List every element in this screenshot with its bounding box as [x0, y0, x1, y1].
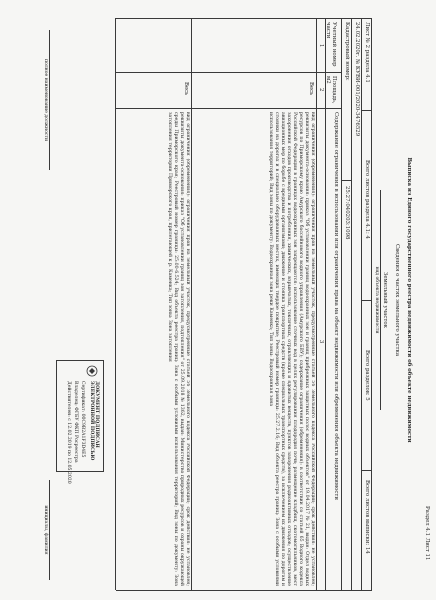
sheet-number: Лист № 2 раздела 4.1 — [364, 22, 370, 83]
col-header-number: Учетный номер части — [324, 22, 337, 67]
sheet-reference: Раздел 4.1 Лист 11 — [424, 506, 430, 561]
cadastral-label: Кадастровый номер: — [344, 22, 350, 81]
object-kind: Земельный участок — [382, 271, 388, 329]
stamp-owner: Владелец: ФГБУ ФКП Росреестра — [73, 381, 78, 463]
electronic-signature-stamp — [56, 360, 104, 484]
row-2-area: Весь — [183, 82, 189, 96]
row-1-content: вид ограничения (обременения): ограничения прав на земельный участок, предусмотренные статьей 56 Земельного кодекса Российской Федерации; срок действия: не установлен; реквизиты документа-основания: приказ "Об установлении границ водоохранных зон и границ прибрежных защитных полос водных объектов" от 19.04.2017 № 21, выдан: Отдел водных ресурсов по Приморскому краю Амурского бассейнового водного управления (Амурского БВУ); содержание ограничения (обременения): в соответствии со статьей 65 Водного кодекса Российской Федерации в границах водоохранных зон запрещаются: использование сточных вод в целях регулирования плодородия почв; размещение кладбищ, скотомогильников, мест захоронения отходов производства и потребления, химических, взрывчатых, токсичных, отравляющих и ядовитых веществ, пунктов захоронения радиоактивных отходов; осуществление авиационных мер по борьбе с вредными организмами; движение и стоянка транспортных средств (кроме специальных транспортных средств), за исключением их движения по дорогам и стоянки на дорогах и в специально оборудованных местах, имеющих твердое покрытие; Реестровый номер границы: 25.27.2.16; Вид объекта реестра границ: Зона с особыми условиями использования территорий; Вид зоны по документу: Водоохранная зона реки Каменка; Тип зоны: Водоохранная зона — [268, 112, 315, 586]
cadastral-number: 25:27:040203:1098 — [344, 186, 350, 240]
row-2-content: вид ограничения (обременения): ограничения прав на земельный участок, предусмотренные статьей 56 Земельного кодекса Российской Федерации; срок действия: не установлен; реквизиты документа-основания: приказ "Об установлении границ зон затопления, подтопления" от 25.09.2018 № 1362, выдан: Министерство природных ресурсов и охраны окружающей среды Приморского края; Реестровый номер границы: 25:00-6.524; Вид объекта реестра границ: Зона с особыми условиями использования территорий; Вид зоны по документу: Зона затопления территории Приморского края, прилегающей к р. Каменка; Тип зоны: Зона затопления — [167, 112, 190, 586]
col-header-area: Площадь, м2 — [324, 76, 337, 104]
section-sheets-total: Всего листов раздела 4.1: 4 — [364, 160, 370, 239]
position-caption: полное наименование должности — [43, 58, 48, 142]
signature-emblem-icon — [86, 365, 98, 377]
extract-sheets-total: Всего листов выписки: 14 — [364, 480, 370, 554]
sections-total: Всего разделов: 5 — [364, 350, 370, 401]
col-number-2: 2 — [318, 88, 324, 92]
object-type-caption: вид объекта недвижимости — [374, 266, 379, 334]
col-number-1: 1 — [318, 44, 324, 48]
stamp-validity: Действителен: с 12.02.2019 по 12.05.2020 — [66, 381, 71, 484]
stamp-certificate: Сертификат: 00C9B2A1F3D4E5 — [80, 381, 85, 458]
stamp-title: ДОКУМЕНТ ПОДПИСАН ЭЛЕКТРОННОЙ ПОДПИСЬЮ — [88, 381, 99, 461]
initials-caption: инициалы, фамилия — [43, 505, 48, 555]
col-number-3: 3 — [318, 340, 324, 344]
row-1-area: Весь — [308, 82, 314, 96]
extract-date-number: 24.02.2020г. № КУВИ-001/2020-3476529 — [354, 22, 360, 137]
document-title: Выписка из Единого государственного реестра недвижимости об объекте недвижимости — [406, 157, 412, 443]
section-subtitle: Сведения о частях земельного участка — [394, 243, 400, 357]
col-header-content: Содержание ограничения в использовании или ограничения права на объект недвижимости или обременения объекта недвижимости — [333, 112, 339, 500]
